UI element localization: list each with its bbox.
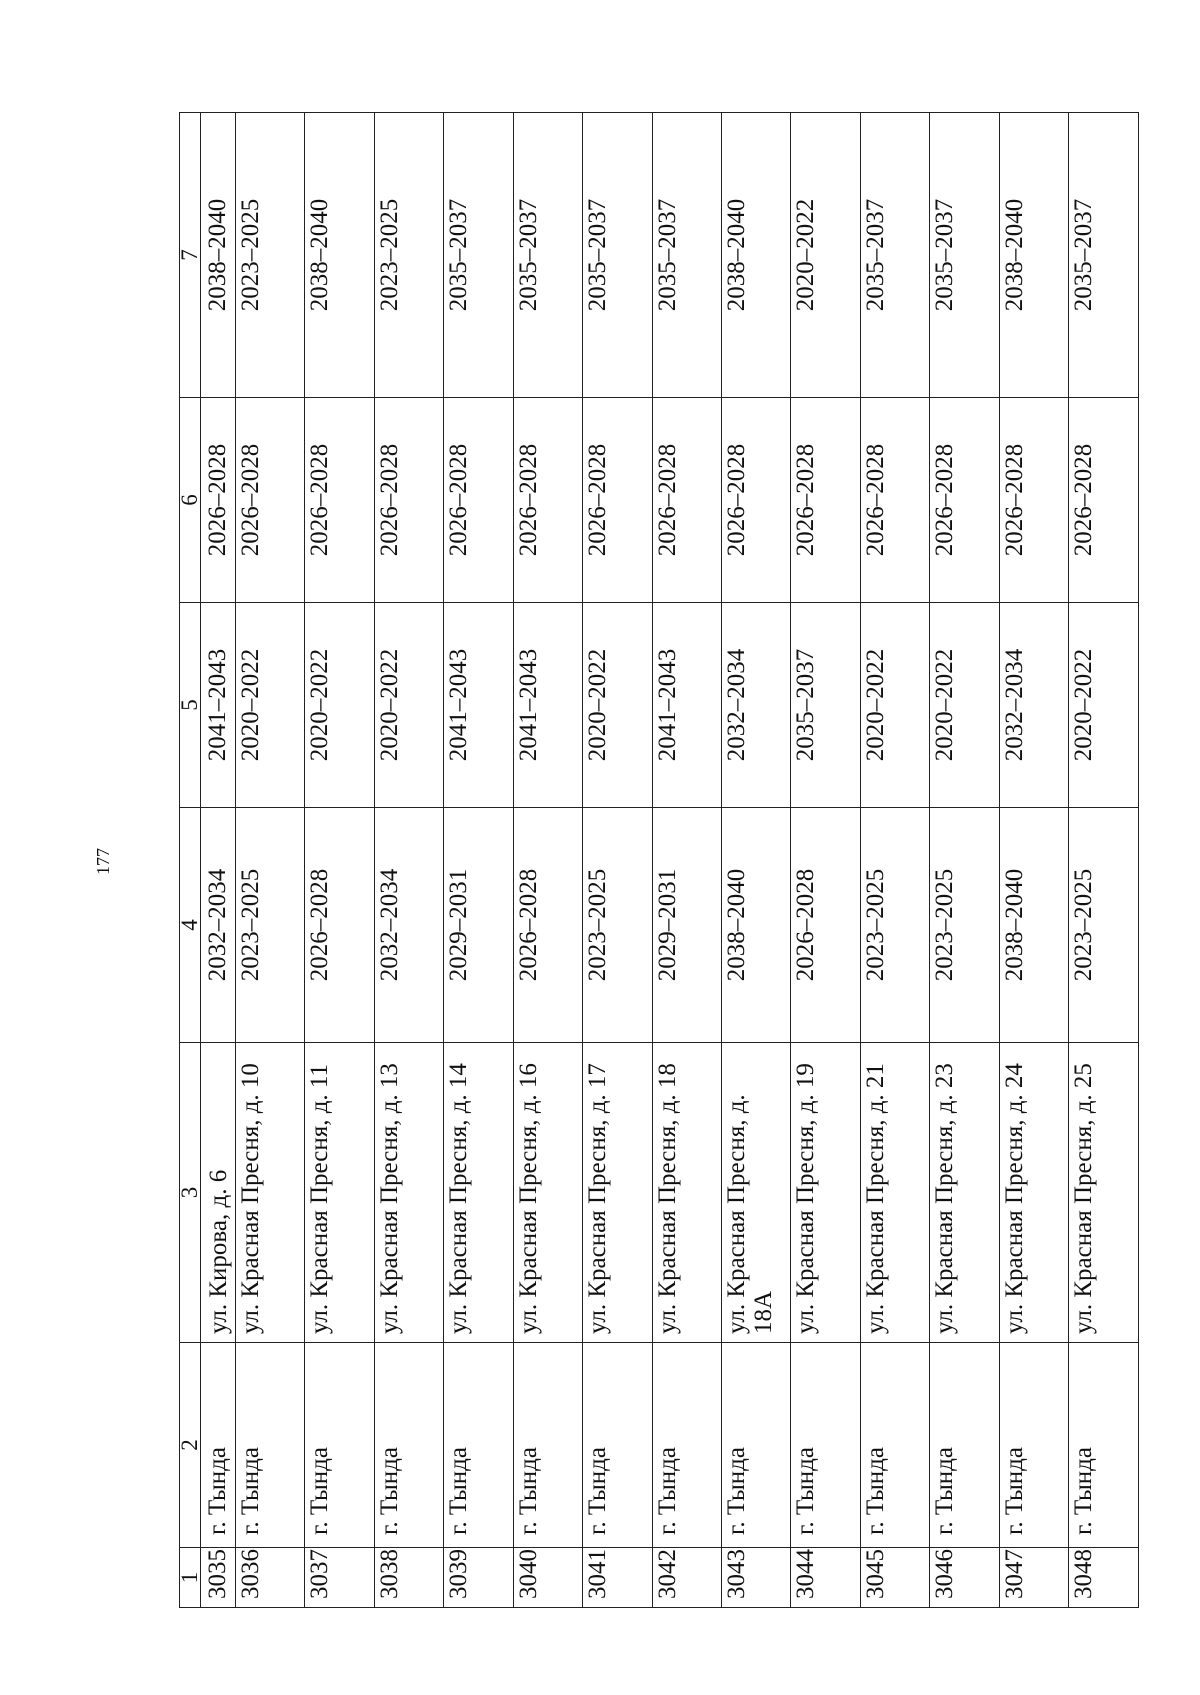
city-cell: г. Тында	[652, 1343, 721, 1548]
period-cell-4: 2032–2034	[374, 808, 443, 1043]
table-row	[722, 113, 791, 1608]
period-cell-4: 2032–2034	[201, 808, 236, 1043]
table-row	[999, 113, 1068, 1608]
header-cell-3: 3	[180, 1043, 201, 1343]
period-cell-5: 2020–2022	[1069, 603, 1139, 808]
row-number-cell: 3040	[513, 1548, 582, 1608]
table-row	[513, 113, 582, 1608]
period-cell-5: 2041–2043	[201, 603, 236, 808]
period-cell-4: 2023–2025	[860, 808, 929, 1043]
table-row	[444, 113, 513, 1608]
row-number-cell: 3036	[235, 1548, 304, 1608]
city-cell: г. Тында	[1069, 1343, 1139, 1548]
city-cell: г. Тында	[513, 1343, 582, 1548]
address-cell: ул. Красная Пресня, д. 11	[305, 1043, 374, 1343]
city-cell: г. Тында	[930, 1343, 999, 1548]
city-cell: г. Тында	[444, 1343, 513, 1548]
period-cell-5: 2020–2022	[860, 603, 929, 808]
period-cell-6: 2026–2028	[652, 398, 721, 603]
period-cell-6: 2026–2028	[930, 398, 999, 603]
row-number-cell: 3043	[722, 1548, 791, 1608]
period-cell-5: 2035–2037	[791, 603, 860, 808]
row-number-cell: 3037	[305, 1548, 374, 1608]
address-cell: ул. Красная Пресня, д. 10	[235, 1043, 304, 1343]
table-container	[179, 113, 1139, 1608]
city-cell: г. Тында	[791, 1343, 860, 1548]
period-cell-4: 2038–2040	[722, 808, 791, 1043]
address-cell: ул. Красная Пресня, д. 17	[583, 1043, 652, 1343]
period-cell-7: 2035–2037	[652, 113, 721, 398]
header-cell-4: 4	[180, 808, 201, 1043]
header-cell-7: 7	[180, 113, 201, 398]
table-row	[930, 113, 999, 1608]
period-cell-6: 2026–2028	[235, 398, 304, 603]
data-table	[179, 112, 1139, 1608]
address-cell: ул. Красная Пресня, д. 24	[999, 1043, 1068, 1343]
table-row	[860, 113, 929, 1608]
period-cell-5: 2032–2034	[999, 603, 1068, 808]
period-cell-4: 2026–2028	[513, 808, 582, 1043]
period-cell-5: 2020–2022	[583, 603, 652, 808]
period-cell-6: 2026–2028	[201, 398, 236, 603]
period-cell-5: 2041–2043	[444, 603, 513, 808]
period-cell-4: 2023–2025	[583, 808, 652, 1043]
period-cell-4: 2023–2025	[930, 808, 999, 1043]
row-number-cell: 3044	[791, 1548, 860, 1608]
period-cell-7: 2035–2037	[860, 113, 929, 398]
row-number-cell: 3046	[930, 1548, 999, 1608]
row-number-cell: 3047	[999, 1548, 1068, 1608]
row-number-cell: 3039	[444, 1548, 513, 1608]
address-cell: ул. Красная Пресня, д. 14	[444, 1043, 513, 1343]
row-number-cell: 3041	[583, 1548, 652, 1608]
address-cell: ул. Красная Пресня, д. 18А	[722, 1043, 791, 1343]
period-cell-4: 2026–2028	[791, 808, 860, 1043]
header-cell-6: 6	[180, 398, 201, 603]
table-row	[1069, 113, 1139, 1608]
period-cell-6: 2026–2028	[999, 398, 1068, 603]
address-cell: ул. Красная Пресня, д. 21	[860, 1043, 929, 1343]
period-cell-6: 2026–2028	[791, 398, 860, 603]
period-cell-5: 2020–2022	[374, 603, 443, 808]
period-cell-5: 2041–2043	[652, 603, 721, 808]
period-cell-7: 2038–2040	[999, 113, 1068, 398]
period-cell-5: 2041–2043	[513, 603, 582, 808]
city-cell: г. Тында	[722, 1343, 791, 1548]
city-cell: г. Тында	[235, 1343, 304, 1548]
table-row	[305, 113, 374, 1608]
period-cell-4: 2029–2031	[652, 808, 721, 1043]
city-cell: г. Тында	[201, 1343, 236, 1548]
period-cell-7: 2035–2037	[583, 113, 652, 398]
city-cell: г. Тында	[860, 1343, 929, 1548]
city-cell: г. Тында	[374, 1343, 443, 1548]
period-cell-7: 2023–2025	[235, 113, 304, 398]
period-cell-4: 2026–2028	[305, 808, 374, 1043]
period-cell-6: 2026–2028	[583, 398, 652, 603]
row-number-cell: 3045	[860, 1548, 929, 1608]
table-row	[374, 113, 443, 1608]
period-cell-7: 2020–2022	[791, 113, 860, 398]
period-cell-5: 2032–2034	[722, 603, 791, 808]
period-cell-5: 2020–2022	[930, 603, 999, 808]
period-cell-4: 2038–2040	[999, 808, 1068, 1043]
period-cell-5: 2020–2022	[235, 603, 304, 808]
header-cell-1: 1	[180, 1548, 201, 1608]
table-row	[652, 113, 721, 1608]
address-cell: ул. Красная Пресня, д. 18	[652, 1043, 721, 1343]
period-cell-7: 2038–2040	[201, 113, 236, 398]
header-cell-2: 2	[180, 1343, 201, 1548]
period-cell-4: 2023–2025	[1069, 808, 1139, 1043]
period-cell-7: 2035–2037	[444, 113, 513, 398]
header-cell-5: 5	[180, 603, 201, 808]
period-cell-7: 2023–2025	[374, 113, 443, 398]
period-cell-6: 2026–2028	[1069, 398, 1139, 603]
row-number-cell: 3035	[201, 1548, 236, 1608]
row-number-cell: 3048	[1069, 1548, 1139, 1608]
address-cell: ул. Красная Пресня, д. 13	[374, 1043, 443, 1343]
city-cell: г. Тында	[583, 1343, 652, 1548]
period-cell-7: 2035–2037	[1069, 113, 1139, 398]
address-cell: ул. Красная Пресня, д. 16	[513, 1043, 582, 1343]
table-row	[791, 113, 860, 1608]
period-cell-6: 2026–2028	[444, 398, 513, 603]
period-cell-5: 2020–2022	[305, 603, 374, 808]
city-cell: г. Тында	[305, 1343, 374, 1548]
period-cell-7: 2035–2037	[513, 113, 582, 398]
address-cell: ул. Красная Пресня, д. 23	[930, 1043, 999, 1343]
period-cell-6: 2026–2028	[513, 398, 582, 603]
period-cell-4: 2023–2025	[235, 808, 304, 1043]
page-number	[92, 846, 113, 876]
period-cell-7: 2035–2037	[930, 113, 999, 398]
address-cell: ул. Красная Пресня, д. 25	[1069, 1043, 1139, 1343]
header-row	[180, 113, 201, 1608]
city-cell: г. Тында	[999, 1343, 1068, 1548]
period-cell-6: 2026–2028	[374, 398, 443, 603]
period-cell-7: 2038–2040	[722, 113, 791, 398]
page-number-text: 177	[92, 847, 113, 875]
period-cell-4: 2029–2031	[444, 808, 513, 1043]
row-number-cell: 3038	[374, 1548, 443, 1608]
table-row	[583, 113, 652, 1608]
table-row	[201, 113, 236, 1608]
row-number-cell: 3042	[652, 1548, 721, 1608]
period-cell-6: 2026–2028	[305, 398, 374, 603]
address-cell: ул. Кирова, д. 6	[201, 1043, 236, 1343]
period-cell-6: 2026–2028	[860, 398, 929, 603]
period-cell-7: 2038–2040	[305, 113, 374, 398]
address-cell: ул. Красная Пресня, д. 19	[791, 1043, 860, 1343]
period-cell-6: 2026–2028	[722, 398, 791, 603]
table-row	[235, 113, 304, 1608]
